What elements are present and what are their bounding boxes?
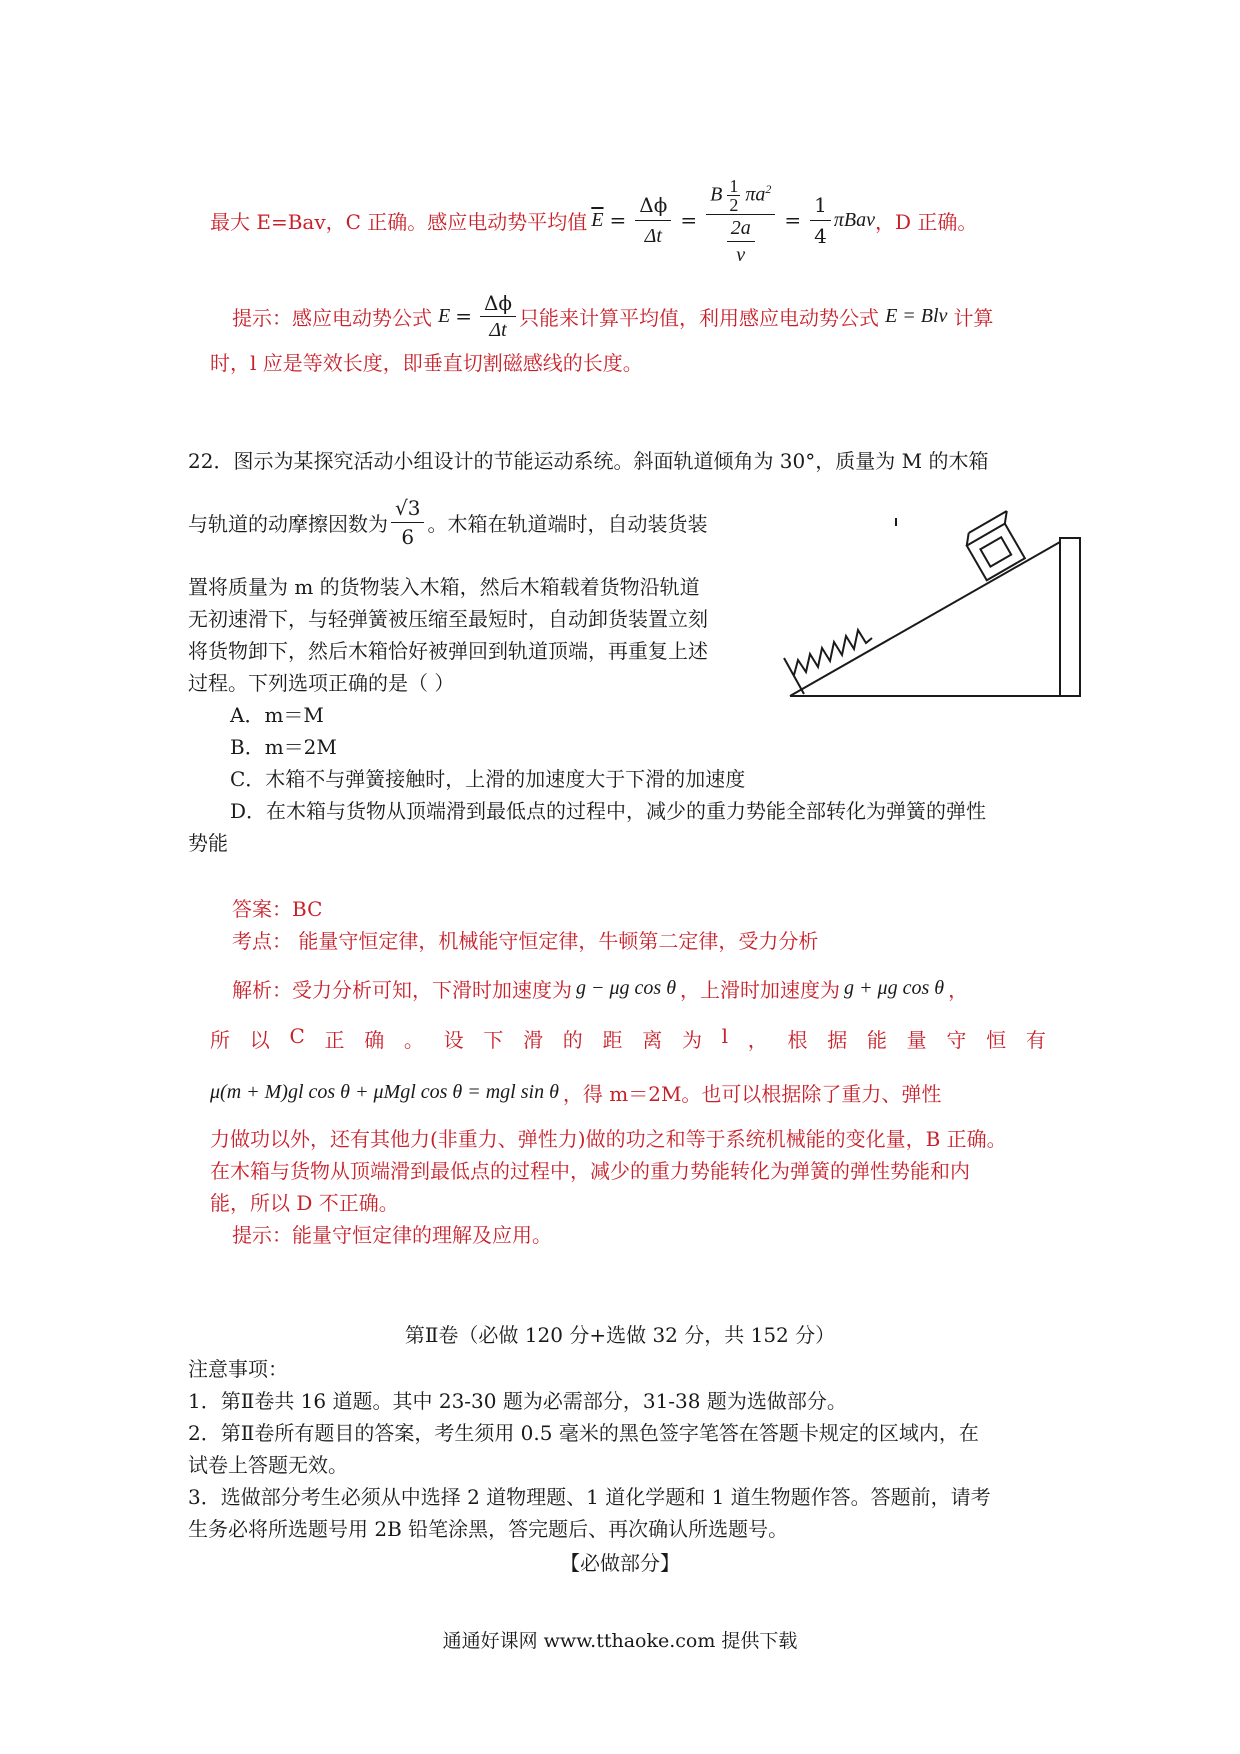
v-symbol: v [736,244,746,267]
spaced-char: 有 [1025,1028,1046,1052]
hint-prefix: 提示：感应电动势公式 [232,305,432,330]
half-den: 2 [729,195,739,216]
spaced-char: 根 [787,1028,808,1052]
kaodian-line: 考点： 能量守恒定律，机械能守恒定律，牛顿第二定律，受力分析 [232,929,819,953]
equals-sign: = [680,208,698,232]
spaced-char: 设 [443,1028,464,1052]
q22-line2 [188,490,707,554]
answer-hint: 提示：能量守恒定律的理解及应用。 [232,1223,552,1247]
delta-t: Δt [489,318,507,341]
incline-line [790,542,1060,696]
equals-sign: = [455,304,472,328]
spaced-char: 为 [681,1028,702,1052]
notice-item-2-cont: 试卷上答题无效。 [188,1453,348,1477]
part2-title: 第Ⅱ卷（必做 120 分+选做 32 分，共 152 分） [404,1323,836,1347]
q22-line2-suffix: 。木箱在轨道端时，自动装货装 [427,511,708,536]
analysis-line-c: 在木箱与货物从顶端滑到最低点的过程中，减少的重力势能转化为弹簧的弹性势能和内 [210,1159,970,1183]
equals-sign: = [609,208,627,232]
q22-line1: 22．图示为某探究活动小组设计的节能运动系统。斜面轨道倾角为 30°，质量为 M 的木箱 [188,449,989,473]
delta-phi-over-delta-t [635,190,671,251]
spaced-char: 量 [906,1028,927,1052]
a-down-formula: g − μg cos θ [576,976,677,999]
quarter-num: 1 [810,190,831,221]
one-quarter [810,190,831,251]
end-wall [1060,538,1080,696]
mu-fraction [391,494,424,551]
delta-phi: Δϕ [480,290,516,317]
analysis-mid: ，上滑时加速度为 [680,977,841,1002]
spaced-char: 确 [364,1028,385,1052]
footer: 通通好课网 www.tthaoke.com 提供下载 [442,1630,798,1652]
option-b: B．m＝2M [230,735,337,759]
delta-phi: Δϕ [635,190,671,221]
energy-line [210,1072,941,1112]
b-symbol: B [710,183,723,206]
spaced-char: 滑 [523,1028,544,1052]
wooden-box [962,511,1032,580]
option-d: D．在木箱与货物从顶端滑到最低点的过程中，减少的重力势能全部转化为弹簧的弹性 [230,799,987,823]
quarter-den: 4 [814,223,827,248]
avg-emf-symbol: $\overline{E}$ [591,208,604,231]
delta-t: Δt [644,224,662,247]
analysis-line1 [232,968,968,1008]
d-correct-text: ，D 正确。 [875,209,978,234]
option-d-cont: 势能 [188,831,228,855]
spaced-char: l [721,1024,729,1048]
q22-line4: 无初速滑下，与轻弹簧被压缩至最短时，自动卸货装置立刻 [188,607,708,631]
analysis-line-d: 能，所以 D 不正确。 [210,1191,399,1215]
analysis-end: ， [948,977,969,1002]
spaced-char: 下 [483,1028,504,1052]
spaced-char: 据 [827,1028,848,1052]
prev-hint-line2: 时，l 应是等效长度，即垂直切割磁感线的长度。 [210,351,643,375]
spaced-char: 能 [866,1028,887,1052]
spaced-char: 离 [642,1028,663,1052]
q22-line3: 置将质量为 m 的货物装入木箱，然后木箱载着货物沿轨道 [188,575,700,599]
six: 6 [401,524,415,549]
spaced-char: C [289,1024,305,1048]
section-label: 【必做部分】 [560,1551,680,1575]
spaced-char: 以 [249,1028,270,1052]
two-a-over-v [727,215,755,268]
big-fraction-denominator [706,215,775,268]
pi-bav: πBav [833,208,875,231]
spaced-char: 正 [324,1028,345,1052]
notice-item-2: 2．第Ⅱ卷所有题目的答案，考生须用 0.5 毫米的黑色签字笔答在答题卡规定的区域内，在 [188,1421,979,1445]
spaced-line [210,1024,1046,1053]
root-three: √3 [391,494,424,523]
q22-line5: 将货物卸下，然后木箱恰好被弹回到轨道顶端，再重复上述 [188,639,708,663]
analysis-prefix: 解析：受力分析可知，下滑时加速度为 [232,977,572,1002]
q22-line2-prefix: 与轨道的动摩擦因数为 [188,511,388,536]
hint-mid: 只能来计算平均值，利用感应电动势公式 [519,305,880,330]
spaced-char: 所 [210,1028,230,1052]
a-up-formula: g + μg cos θ [844,976,945,999]
q22-line6: 过程。下列选项正确的是（ ） [188,671,455,695]
prev-answer-text: 最大 E=Bav，C 正确。感应电动势平均值 [210,209,588,234]
spaced-char: ， [747,1028,768,1052]
hint-e: E [438,304,451,327]
spaced-char: 的 [562,1028,583,1052]
hint-eblv: E = Blv [885,304,948,327]
answer-line: 答案：BC [232,897,323,921]
spaced-char: 。 [403,1028,424,1052]
energy-equation: μ(m + M)gl cos θ + μMgl cos θ = mgl sin θ [210,1080,559,1103]
analysis-line-b: 力做功以外，还有其他力(非重力、弹性力)做的功之和等于系统机械能的变化量，B 正确。 [210,1127,1007,1151]
hint-delta-fraction [480,290,516,343]
equals-sign: = [784,208,802,232]
energy-suffix: ，得 m＝2M。也可以根据除了重力、弹性 [562,1081,942,1106]
spring [794,630,872,675]
notice-item-1: 1．第Ⅱ卷共 16 道题。其中 23-30 题为必需部分，31-38 题为选做部分。 [188,1389,847,1413]
big-fraction [706,172,775,269]
option-a: A．m＝M [230,703,324,727]
square-sup: 2 [765,181,772,196]
notice-item-3-cont: 生务必将所选题号用 2B 铅笔涂黑，答完题后、再次确认所选题号。 [188,1517,789,1541]
hint-tail: 计算 [953,305,994,330]
incline-figure [760,500,1090,710]
big-fraction-numerator [706,172,775,216]
one-half [727,177,740,214]
notice-item-3: 3．选做部分考生必须从中选择 2 道物理题、1 道化学题和 1 道生物题作答。答题前，请考 [188,1485,991,1509]
two-a: 2a [727,215,755,242]
prev-hint-line1 [232,286,993,346]
half-num: 1 [729,176,739,197]
option-c: C．木箱不与弹簧接触时，上滑的加速度大于下滑的加速度 [230,767,746,791]
notice-label: 注意事项： [188,1357,288,1381]
prev-answer-line1 [210,160,977,280]
spaced-char: 恒 [986,1028,1007,1052]
spaced-char: 距 [602,1028,623,1052]
spaced-char: 守 [946,1028,967,1052]
pi-a: πa [745,183,766,206]
